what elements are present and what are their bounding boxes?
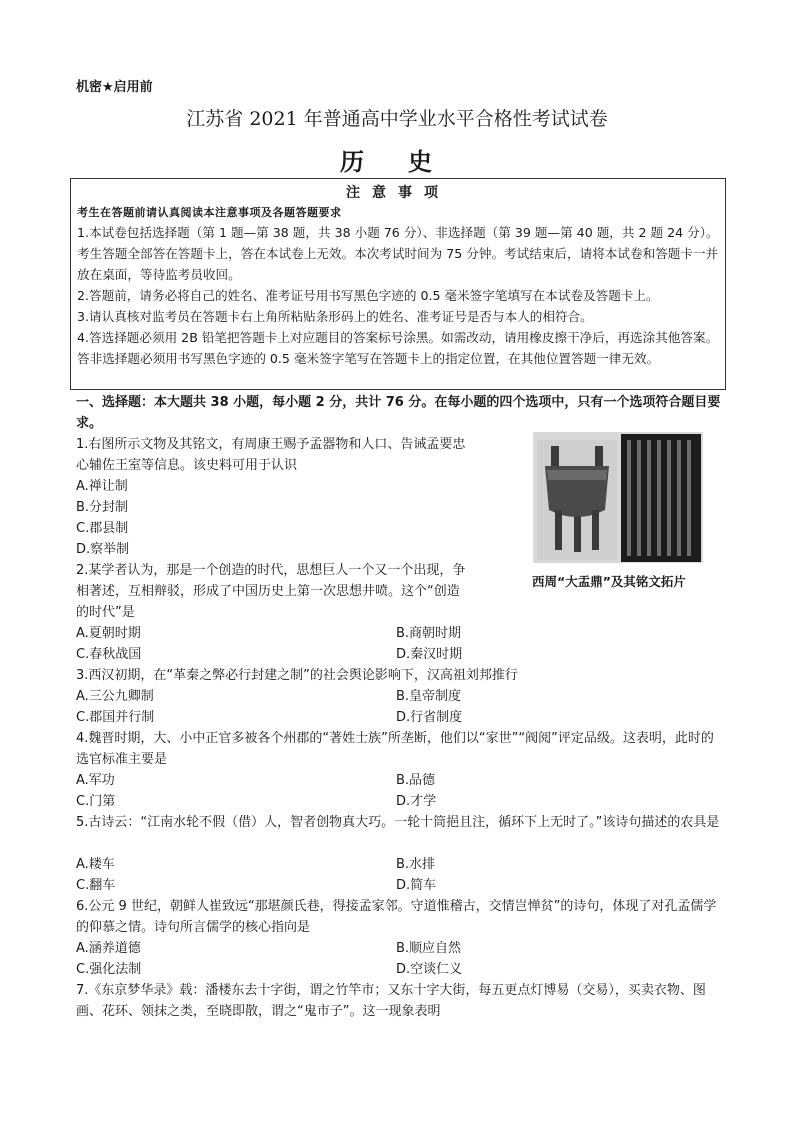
confidential-mark: 机密★启用前 — [76, 80, 153, 95]
q2-option-a: A.夏朝时期 — [76, 626, 141, 641]
q6-option-c: C.强化法制 — [76, 962, 142, 977]
q4-stem: 4.魏晋时期，大、小中正官多被各个州郡的“著姓士族”所垄断，他们以“家世”“阀阅”评定品级。这表明，此时的选官标准主要是 — [76, 731, 714, 767]
q1-option-d: D.察举制 — [76, 542, 130, 557]
q3-stem: 3.西汉初期，在“革秦之弊必行封建之制”的社会舆论影响下，汉高祖刘邦推行 — [76, 668, 518, 683]
notice-requirement: 考生在答题前请认真阅读本注意事项及各题答题要求 — [77, 206, 342, 219]
notice-item-3: 3.请认真核对监考员在答题卡右上角所粘贴条形码上的姓名、准考证号是否与本人的相符合。 — [77, 309, 593, 324]
bronze-ding-image — [537, 440, 617, 560]
q6-option-d: D.空谈仁义 — [396, 962, 463, 977]
notice-title: 注意事项 — [346, 185, 450, 201]
q4-option-b: B.品德 — [396, 773, 436, 788]
q2-option-b: B.商朝时期 — [396, 626, 462, 641]
q3-option-c: C.郡国并行制 — [76, 710, 155, 725]
q2-stem-line2: 相著述，互相辩驳，形成了中国历史上第一次思想井喷。这个“创造 — [76, 584, 460, 599]
q2-option-c: C.春秋战国 — [76, 647, 142, 662]
q4-option-d: D.才学 — [396, 794, 437, 809]
q1-stem-line2: 心辅佐王室等信息。该史料可用于认识 — [76, 458, 298, 473]
q3-option-a: A.三公九卿制 — [76, 689, 154, 704]
q6-option-a: A.涵养道德 — [76, 941, 141, 956]
q1-stem-line1: 1.右图所示文物及其铭文，有周康王赐予孟器物和人口、告诫孟要忠 — [76, 437, 466, 452]
q4-option-a: A.军功 — [76, 773, 115, 788]
notice-item-1: 1.本试卷包括选择题（第 1 题—第 38 题，共 38 小题 76 分）、非选择题（第 39 题—第 40 题，共 2 题 24 分）。考生答题全部答在答题卡上，答在本试卷上无效。本次考试时间为 75 分钟。考试结束后，请将本试卷和答题卡一并放在桌面，等待监考员收回。 — [77, 225, 719, 282]
notice-item-4: 4.答选择题必须用 2B 铅笔把答题卡上对应题目的答案标号涂黑。如需改动，请用橡皮擦干净后，再选涂其他答案。答非选择题必须用书写黑色字迹的 0.5 毫米签字笔写在答题卡上的指定位置，在其他位置答题一律无效。 — [77, 330, 719, 366]
subject-title: 历史 — [340, 147, 476, 176]
notice-box — [70, 178, 726, 390]
q1-option-c: C.郡县制 — [76, 521, 129, 536]
q5-option-b: B.水排 — [396, 857, 436, 872]
q3-option-d: D.行省制度 — [396, 710, 463, 725]
q4-option-c: C.门第 — [76, 794, 116, 809]
q5-option-c: C.翻车 — [76, 878, 116, 893]
q2-stem-line3: 的时代”是 — [76, 605, 135, 620]
q2-option-d: D.秦汉时期 — [396, 647, 463, 662]
q7-stem: 7.《东京梦华录》载：潘楼东去十字街，谓之竹竿市；又东十字大街，每五更点灯博易（交易），买卖衣物、图画、花环、领抹之类，至晓即散，谓之“鬼市子”。这一现象表明 — [76, 983, 706, 1019]
q6-option-b: B.顺应自然 — [396, 941, 462, 956]
exam-title: 江苏省 2021 年普通高中学业水平合格性考试试卷 — [186, 108, 608, 130]
q1-option-a: A.禅让制 — [76, 479, 128, 494]
ding-photo — [533, 432, 703, 563]
section-heading: 一、选择题：本大题共 38 小题，每小题 2 分，共计 76 分。在每小题的四个选项中，只有一个选项符合题目要求。 — [76, 395, 721, 431]
q5-option-d: D.简车 — [396, 878, 437, 893]
q3-option-b: B.皇帝制度 — [396, 689, 462, 704]
q2-stem-line1: 2.某学者认为，那是一个创造的时代，思想巨人一个又一个出现，争 — [76, 563, 466, 578]
figure-caption: 西周“大盂鼎”及其铭文拓片 — [532, 574, 686, 589]
q5-stem: 5.古诗云：“江南水轮不假（借）人，智者创物真大巧。一轮十筒挹且注，循环下上无时了。”该诗句描述的农具是 — [76, 815, 720, 830]
q5-option-a: A.耧车 — [76, 857, 115, 872]
q1-option-b: B.分封制 — [76, 500, 129, 515]
inscription-rubbing-image — [621, 434, 701, 562]
q6-stem: 6.公元 9 世纪，朝鲜人崔致远“那堪颜氏巷，得接孟家邻。守道惟稽古，交情岂惮贫”的诗句，体现了对孔孟儒学的仰慕之情。诗句所言儒学的核心指向是 — [76, 899, 717, 935]
notice-item-2: 2.答题前，请务必将自己的姓名、准考证号用书写黑色字迹的 0.5 毫米签字笔填写在本试卷及答题卡上。 — [77, 288, 659, 303]
